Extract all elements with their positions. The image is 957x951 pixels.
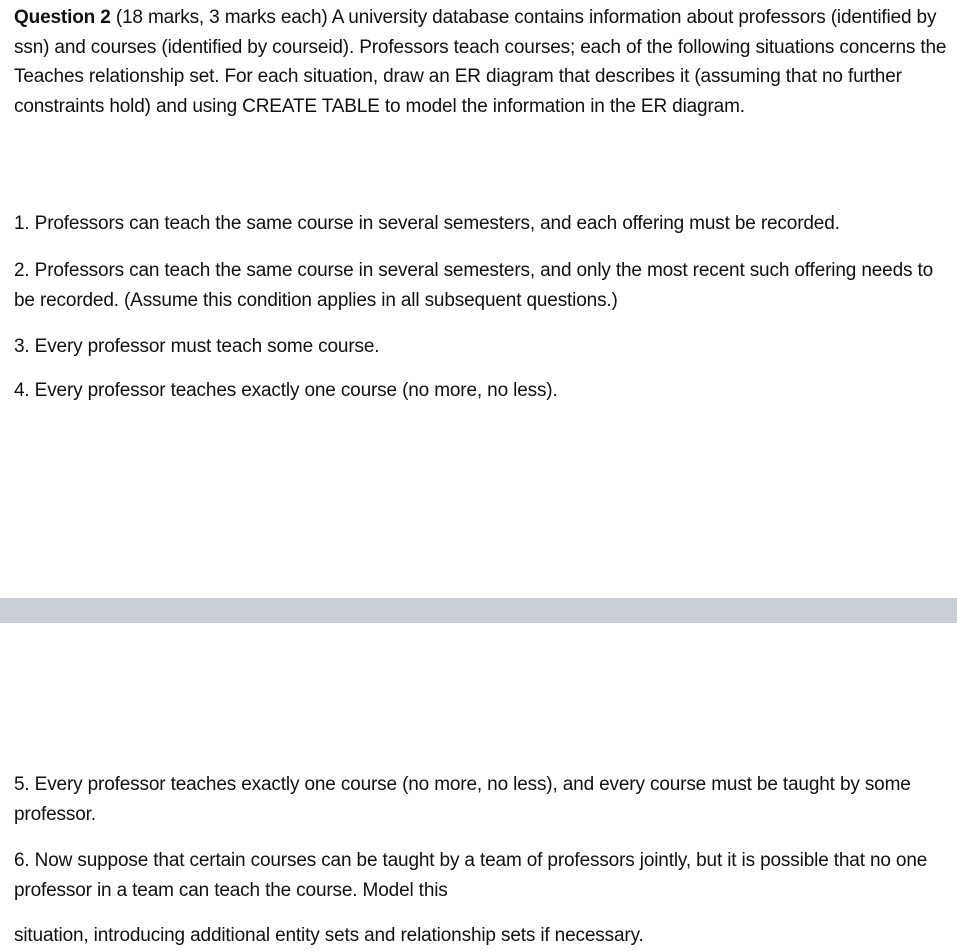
list-item: 6. Now suppose that certain courses can be taught by a team of professors jointly, but it is possible that no one professor in a team can teach the course. Model this xyxy=(14,850,928,901)
list-item: 3. Every professor must teach some course. xyxy=(14,336,380,357)
page-break-bar xyxy=(0,598,957,623)
question-heading: Question 2 xyxy=(14,7,111,28)
question-intro xyxy=(14,3,954,121)
list-item-continuation: situation, introducing additional entity sets and relationship sets if necessary. xyxy=(14,925,644,946)
question-intro-text: (18 marks, 3 marks each) A university database contains information about professors (identified by ssn) and courses (identified by courseid). Professors teach courses; each of the following situations concerns the Teaches relationship set. For each situation, draw an ER diagram that describes it (assuming that no further constraints hold) and using CREATE TABLE to model the information in the ER diagram. xyxy=(14,7,947,117)
list-item: 4. Every professor teaches exactly one course (no more, no less). xyxy=(14,380,558,401)
list-item: 5. Every professor teaches exactly one course (no more, no less), and every course must be taught by some professor. xyxy=(14,774,911,825)
list-item: 2. Professors can teach the same course in several semesters, and only the most recent such offering needs to be recorded. (Assume this condition applies in all subsequent questions.) xyxy=(14,260,934,311)
list-item: 1. Professors can teach the same course in several semesters, and each offering must be recorded. xyxy=(14,213,840,234)
